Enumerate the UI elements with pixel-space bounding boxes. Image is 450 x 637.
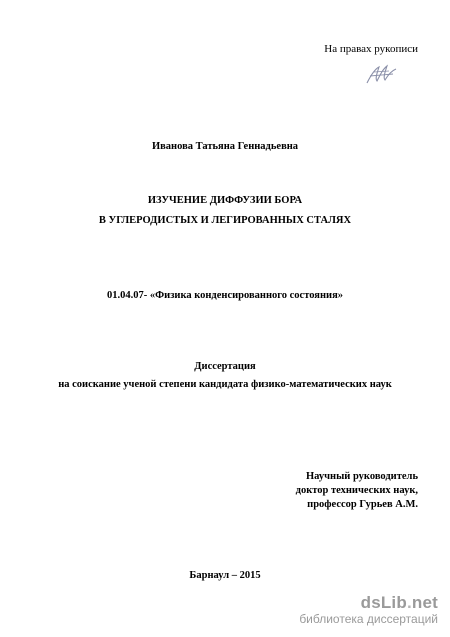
city-year: Барнаул – 2015 [189,570,261,581]
work-type: Диссертация [194,361,256,372]
supervisor-block [296,470,418,512]
supervisor-name: профессор Гурьев А.М. [307,499,418,510]
handwritten-signature [365,63,399,87]
rights-note: На правах рукописи [324,43,418,55]
watermark-subtitle: библиотека диссертаций [299,612,438,626]
logo-tld: net [411,593,438,612]
title-line-2: В УГЛЕРОДИСТЫХ И ЛЕГИРОВАННЫХ СТАЛЯХ [98,215,352,226]
author-name: Иванова Татьяна Геннадьевна [151,141,299,152]
logo-dot: . [406,593,412,612]
watermark-logo [299,593,438,613]
degree-line: на соискание ученой степени кандидата физико-математических наук [58,379,392,390]
logo-main: dsLib [360,593,407,612]
supervisor-degree: доктор технических наук, [295,485,418,496]
dslib-watermark[interactable] [299,593,438,626]
supervisor-title: Научный руководитель [306,471,418,482]
title-line-1: ИЗУЧЕНИЕ ДИФФУЗИИ БОРА [147,195,303,206]
specialty: 01.04.07- «Физика конденсированного состояния» [107,290,343,301]
